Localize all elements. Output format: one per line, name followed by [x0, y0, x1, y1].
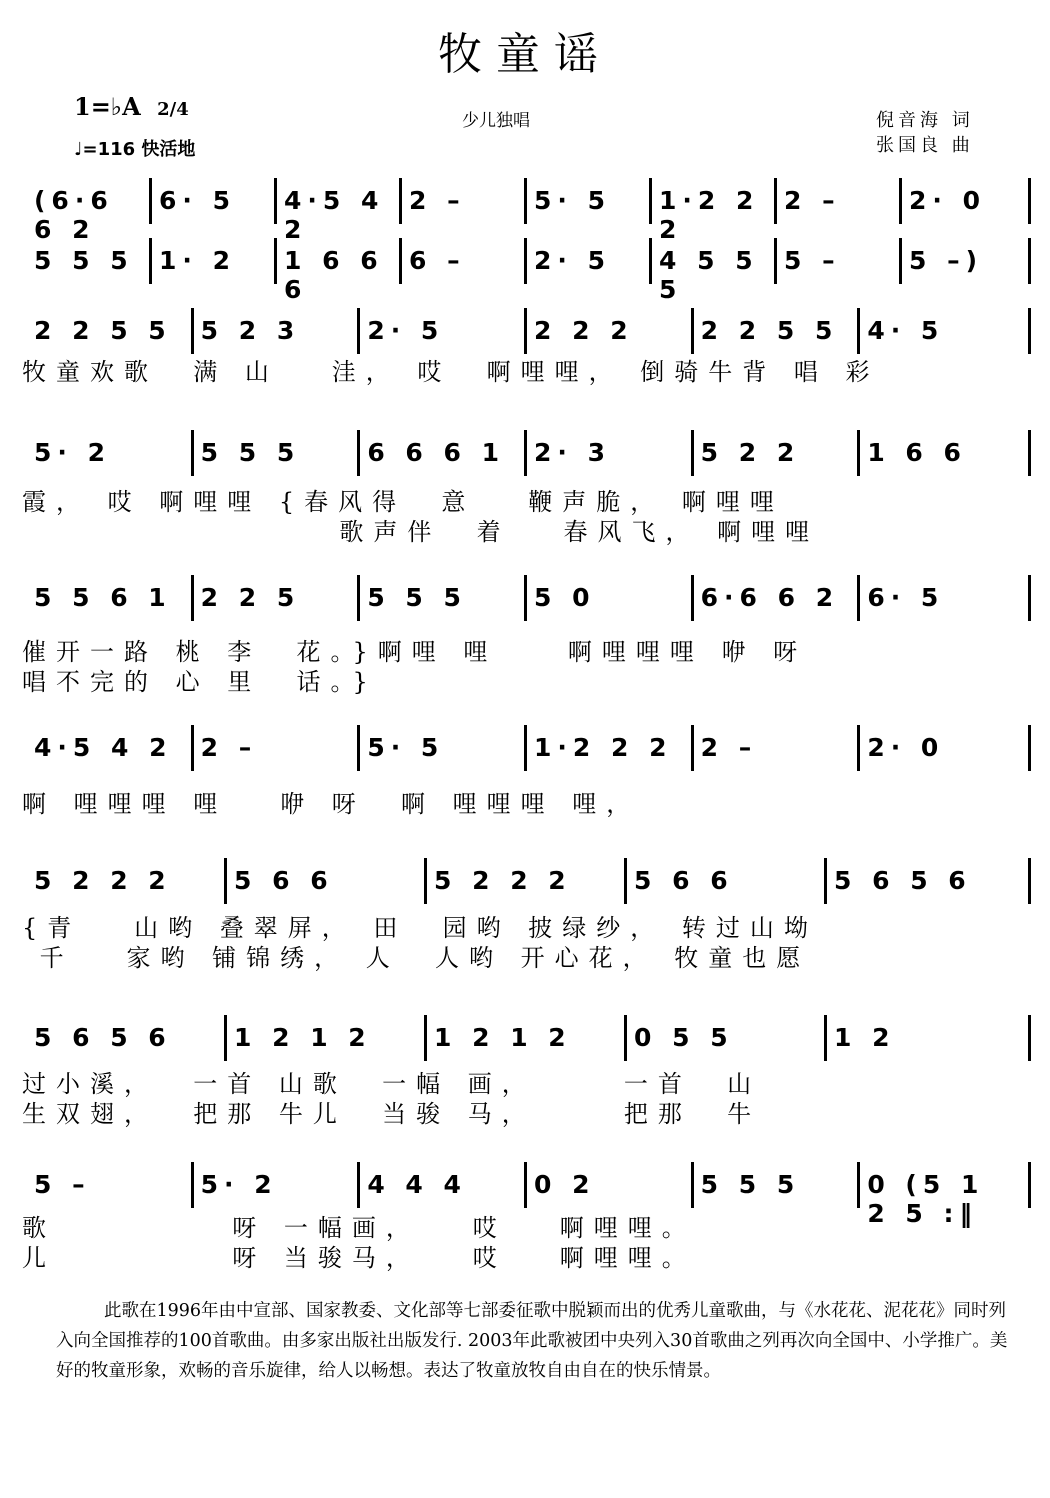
barline: [357, 430, 360, 476]
lyric-line: 牧童欢歌 满 山 洼， 哎 啊哩哩， 倒骑牛背 唱 彩: [22, 358, 880, 386]
barline: [857, 575, 860, 621]
measure: 5 5 5: [34, 246, 134, 275]
lyric-line: 霞， 哎 啊哩哩 {春风得 意 鞭声脆， 啊哩哩: [22, 488, 784, 516]
measure: 5 6 6: [634, 866, 734, 895]
measure: 1·2 2 2: [659, 186, 760, 244]
barline: [424, 858, 427, 904]
barline: [624, 858, 627, 904]
barline: [524, 430, 527, 476]
measure: 6 6 6 1: [367, 438, 506, 467]
barline: [691, 430, 694, 476]
score-row: [24, 430, 1034, 476]
score-row: [24, 178, 1034, 244]
song-description: 此歌在1996年由中宣部、国家教委、文化部等七部委征歌中脱颖而出的优秀儿童歌曲，与《水花花、泥花花》同时列入向全国推荐的100首歌曲。由多家出版社出版发行. 2003年此歌被团中央列入30首歌曲之列再次向全国中、小学推广。美好的牧童形象，欢畅的音乐旋律，给人以畅想。表达了牧童放牧自由自在的快乐情景。: [56, 1301, 1008, 1381]
barline: [524, 575, 527, 621]
barline: [357, 308, 360, 354]
measure: 5 2 2 2: [34, 866, 172, 895]
barline: [857, 725, 860, 771]
measure: 2 2 5 5: [700, 316, 839, 345]
song-title: 牧童谣: [438, 29, 612, 80]
measure: 5 2 2: [700, 438, 801, 467]
measure: 6·6 6 2: [700, 583, 840, 612]
barline: [624, 1015, 627, 1061]
barline: [399, 178, 402, 224]
barline: [1028, 178, 1031, 224]
measure: (6·6 6 2: [34, 186, 114, 244]
measure: 2 –: [200, 733, 258, 762]
barline: [524, 1162, 527, 1208]
lyric-line: 生双翅， 把那 牛儿 当骏 马， 把那 牛: [22, 1100, 762, 1128]
measure: 2 –: [784, 186, 841, 215]
measure: 5 –: [34, 1170, 91, 1199]
key-text: 1=♭A: [74, 92, 141, 121]
measure: 2 2 5: [200, 583, 301, 612]
barline: [1028, 308, 1031, 354]
barline: [524, 238, 527, 284]
barline: [274, 178, 277, 224]
key-signature: [74, 92, 189, 121]
measure: 5 –): [909, 246, 984, 275]
barline: [274, 238, 277, 284]
barline: [1028, 1162, 1031, 1208]
composer-credit: 张国良 曲: [876, 135, 974, 156]
measure: 5 5 6 1: [34, 583, 172, 612]
barline: [1028, 858, 1031, 904]
lyric-line: 催开一路 桃 李 花。}啊哩 哩 啊哩哩哩 咿 呀: [22, 638, 808, 666]
measure: 0 5 5: [634, 1023, 734, 1052]
barline: [149, 238, 152, 284]
barline: [691, 1162, 694, 1208]
barline: [357, 575, 360, 621]
measure: 5 5 5: [700, 1170, 801, 1199]
measure: 5· 2: [200, 1170, 278, 1199]
lyric-line: 啊 哩哩哩 哩 咿 呀 啊 哩哩哩 哩，: [22, 790, 641, 818]
barline: [691, 308, 694, 354]
barline: [691, 725, 694, 771]
measure: 5 6 6: [234, 866, 334, 895]
barline: [191, 308, 194, 354]
score-row: [24, 238, 1034, 304]
lyric-line: 儿 呀 当骏马， 哎 啊哩哩。: [22, 1244, 696, 1272]
barline: [649, 178, 652, 224]
measure: 2· 0: [909, 186, 986, 215]
measure: 5 6 5 6: [34, 1023, 172, 1052]
lyric-line: 千 家哟 铺锦绣， 人 人哟 开心花， 牧童也愿: [22, 944, 811, 972]
performance-note: 少儿独唱: [462, 111, 530, 131]
measure: 2 –: [700, 733, 758, 762]
score-row: [24, 725, 1034, 771]
barline: [191, 430, 194, 476]
tempo-marking: ♩=116 快活地: [74, 139, 196, 160]
barline: [857, 430, 860, 476]
barline: [691, 575, 694, 621]
measure: 5 –: [784, 246, 841, 275]
barline: [899, 238, 902, 284]
barline: [1028, 1015, 1031, 1061]
measure: 5· 5: [534, 186, 611, 215]
barline: [824, 1015, 827, 1061]
barline: [191, 725, 194, 771]
measure: 6· 5: [867, 583, 945, 612]
measure: 2 2 2: [534, 316, 634, 345]
measure: 4· 5: [867, 316, 945, 345]
measure: 4 5 5 5: [659, 246, 759, 304]
measure: 2· 0: [867, 733, 945, 762]
measure: 6 –: [409, 246, 466, 275]
score-row: [24, 1162, 1034, 1228]
barline: [857, 1162, 860, 1208]
measure: 5· 5: [367, 733, 445, 762]
lyric-line: 歌 呀 一幅画， 哎 啊哩哩。: [22, 1214, 696, 1242]
measure: 4 4 4: [367, 1170, 467, 1199]
measure: 1 2 1 2: [234, 1023, 372, 1052]
barline: [1028, 430, 1031, 476]
lyric-line: {青 山哟 叠翠屏， 田 园哟 披绿纱， 转过山坳: [22, 914, 818, 942]
measure: 5 0: [534, 583, 596, 612]
measure: 6· 5: [159, 186, 236, 215]
barline: [1028, 238, 1031, 284]
measure: 1 2 1 2: [434, 1023, 572, 1052]
barline: [399, 238, 402, 284]
measure: 1·2 2 2: [534, 733, 673, 762]
barline: [149, 178, 152, 224]
barline: [774, 178, 777, 224]
measure: 1 2: [834, 1023, 896, 1052]
barline: [224, 858, 227, 904]
score-row: [24, 858, 1034, 904]
lyric-line: 过小溪， 一首 山歌 一幅 画， 一首 山: [22, 1070, 762, 1098]
score-row: [24, 575, 1034, 621]
lyricist-credit: 倪音海 词: [876, 110, 974, 131]
measure: 0 (5 1 2 5 :‖: [867, 1170, 985, 1228]
barline: [1028, 575, 1031, 621]
barline: [524, 308, 527, 354]
measure: 4·5 4 2: [284, 186, 385, 244]
score-row: [24, 1015, 1034, 1061]
barline: [224, 1015, 227, 1061]
measure: 1 6 6: [867, 438, 967, 467]
barline: [424, 1015, 427, 1061]
barline: [824, 858, 827, 904]
barline: [649, 238, 652, 284]
lyric-line: 唱不完的 心 里 话。}: [22, 668, 378, 696]
barline: [899, 178, 902, 224]
barline: [524, 725, 527, 771]
measure: 2· 5: [367, 316, 445, 345]
measure: 1· 2: [159, 246, 236, 275]
time-signature: 2/4: [157, 99, 189, 120]
measure: 5 6 5 6: [834, 866, 972, 895]
barline: [357, 1162, 360, 1208]
measure: 0 2: [534, 1170, 596, 1199]
measure: 2· 3: [534, 438, 611, 467]
score-row: [24, 308, 1034, 354]
barline: [191, 575, 194, 621]
measure: 5· 2: [34, 438, 111, 467]
measure: 1 6 6 6: [284, 246, 384, 304]
measure: 5 5 5: [367, 583, 467, 612]
measure: 5 2 2 2: [434, 866, 572, 895]
lyric-line: 歌声伴 着 春风飞， 啊哩哩: [22, 518, 820, 546]
barline: [524, 178, 527, 224]
measure: 5 2 3: [200, 316, 301, 345]
measure: 2 –: [409, 186, 466, 215]
measure: 2 2 5 5: [34, 316, 172, 345]
measure: 4·5 4 2: [34, 733, 173, 762]
measure: 5 5 5: [200, 438, 301, 467]
barline: [357, 725, 360, 771]
barline: [1028, 725, 1031, 771]
barline: [191, 1162, 194, 1208]
barline: [857, 308, 860, 354]
barline: [774, 238, 777, 284]
measure: 2· 5: [534, 246, 611, 275]
